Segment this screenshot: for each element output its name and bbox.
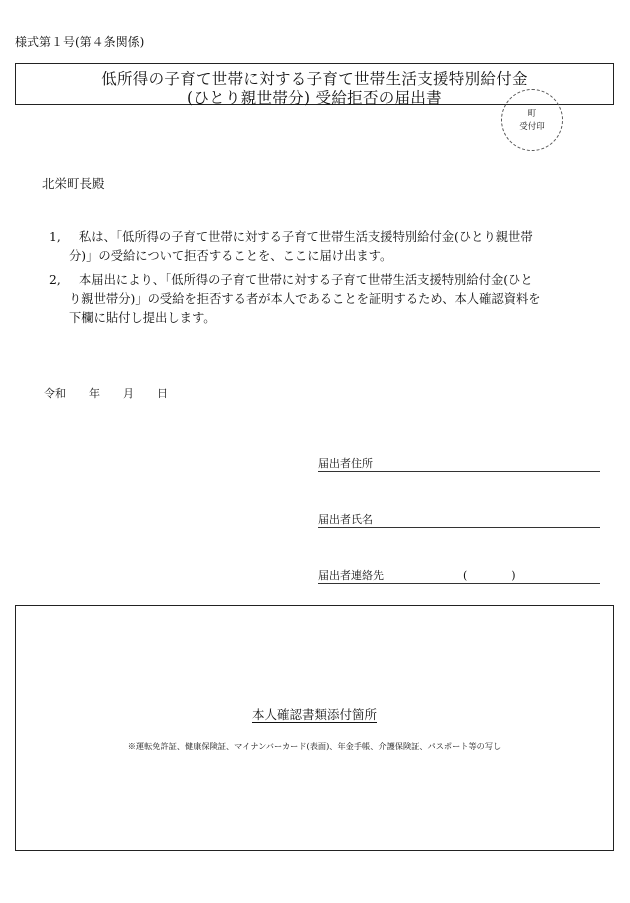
item-text-line: 私は、「低所得の子育て世帯に対する子育て世帯生活支援特別給付金(ひとり親世帯	[79, 230, 533, 244]
date-line[interactable]	[44, 385, 168, 401]
date-era: 令和	[44, 387, 66, 400]
id-attachment-title-text: 本人確認書類添付箇所	[251, 707, 377, 722]
id-document-attachment-area	[15, 605, 614, 851]
contact-parentheses: ( )	[463, 569, 516, 582]
item-number: 1,	[49, 230, 61, 244]
date-month-label: 月	[123, 387, 134, 400]
reception-stamp-area	[501, 89, 563, 151]
document-title-line1: 低所得の子育て世帯に対する子育て世帯生活支援特別給付金	[101, 70, 528, 88]
statement-item-1	[49, 228, 533, 266]
applicant-name-field[interactable]	[318, 513, 600, 528]
applicant-contact-label: 届出者連絡先	[318, 569, 384, 582]
statement-item-2	[49, 271, 541, 328]
stamp-label-reception: 受付印	[519, 122, 545, 132]
item-number: 2,	[49, 273, 61, 287]
applicant-contact-field[interactable]	[318, 569, 600, 584]
stamp-label-town: 町	[527, 109, 537, 119]
item-text-line: 本届出により、「低所得の子育て世帯に対する子育て世帯生活支援特別給付金(ひと	[79, 273, 533, 287]
item-text-line: り親世帯分)」の受給を拒否する者が本人であることを証明するため、本人確認資料を	[69, 292, 541, 306]
date-day-label: 日	[157, 387, 168, 400]
applicant-name-label: 届出者氏名	[318, 513, 373, 526]
document-title-line2: (ひとり親世帯分) 受給拒否の届出書	[187, 89, 442, 107]
item-text-line: 下欄に貼付し提出します。	[69, 311, 216, 325]
form-number: 様式第１号(第４条関係)	[15, 35, 145, 49]
addressee: 北栄町長殿	[42, 176, 105, 191]
id-attachment-note: ※運転免許証、健康保険証、マイナンバーカード(表面)、年金手帳、介護保険証、パスポート等の写し	[127, 741, 502, 751]
item-text-line: 分)」の受給について拒否することを、ここに届け出ます。	[69, 249, 393, 263]
id-attachment-title	[16, 705, 613, 723]
date-year-label: 年	[89, 387, 100, 400]
applicant-address-label: 届出者住所	[318, 457, 373, 470]
applicant-address-field[interactable]	[318, 457, 600, 472]
